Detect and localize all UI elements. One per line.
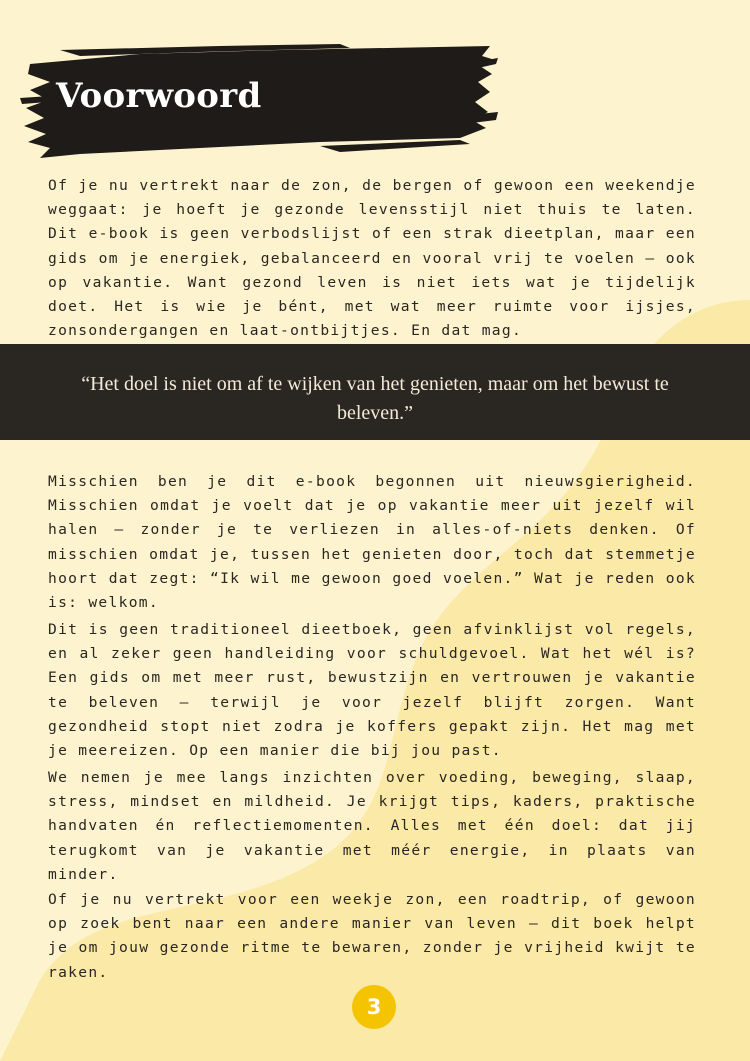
page-title: Voorwoord xyxy=(56,76,262,116)
quote-banner xyxy=(0,344,750,440)
title-banner xyxy=(20,42,500,162)
body-paragraph: Dit is geen traditioneel dieetboek, geen afvinklijst vol regels, en al zeker geen handleiding voor schuldgevoel. Wat het wél is? Een gids om met meer rust, bewustzijn en vertrouwen je vakantie te beleven — terwijl je voor jezelf blijft zorgen. Want gezondheid stopt niet zodra je koffers gepakt zijn. Het mag met je meereizen. Op een manier die bij jou past. xyxy=(48,621,696,760)
body-paragraph: Of je nu vertrekt voor een weekje zon, een roadtrip, of gewoon op zoek bent naar een andere manier van leven — dit boek helpt je om jouw gezonde ritme te bewaren, zonder je vrijheid kwijt te raken. xyxy=(48,891,696,981)
page-number-badge: 3 xyxy=(352,985,396,1029)
body-paragraph: We nemen je mee langs inzichten over voeding, beweging, slaap, stress, mindset en mildheid. Je krijgt tips, kaders, praktische handvaten én reflectiemomenten. Alles met één doel: dat jij terugkomt van je vakantie met méér energie, in plaats van minder. xyxy=(48,769,696,883)
pull-quote: “Het doel is niet om af te wijken van het genieten, maar om het bewust te beleven.” xyxy=(81,373,669,424)
body-paragraph: Misschien ben je dit e-book begonnen uit nieuwsgierigheid. Misschien omdat je voelt dat je op vakantie meer uit jezelf wil halen — zonder je te verliezen in alles-of-niets denken. Of misschien omdat je, tussen het genieten door, toch dat stemmetje hoort dat zegt: “Ik wil me gewoon goed voelen.” Wat je reden ook is: welkom. xyxy=(48,473,696,612)
intro-paragraph: Of je nu vertrekt naar de zon, de bergen of gewoon een weekendje weggaat: je hoeft je gezonde levensstijl niet thuis te laten. Dit e-book is geen verbodslijst of een strak dieetplan, maar een gids om je energiek, gebalanceerd en vooral vrij te voelen – ook op vakantie. Want gezond leven is niet iets wat je tijdelijk doet. Het is wie je bént, met wat meer ruimte voor ijsjes, zonsondergangen en laat-ontbijtjes. En dat mag. xyxy=(48,177,696,340)
